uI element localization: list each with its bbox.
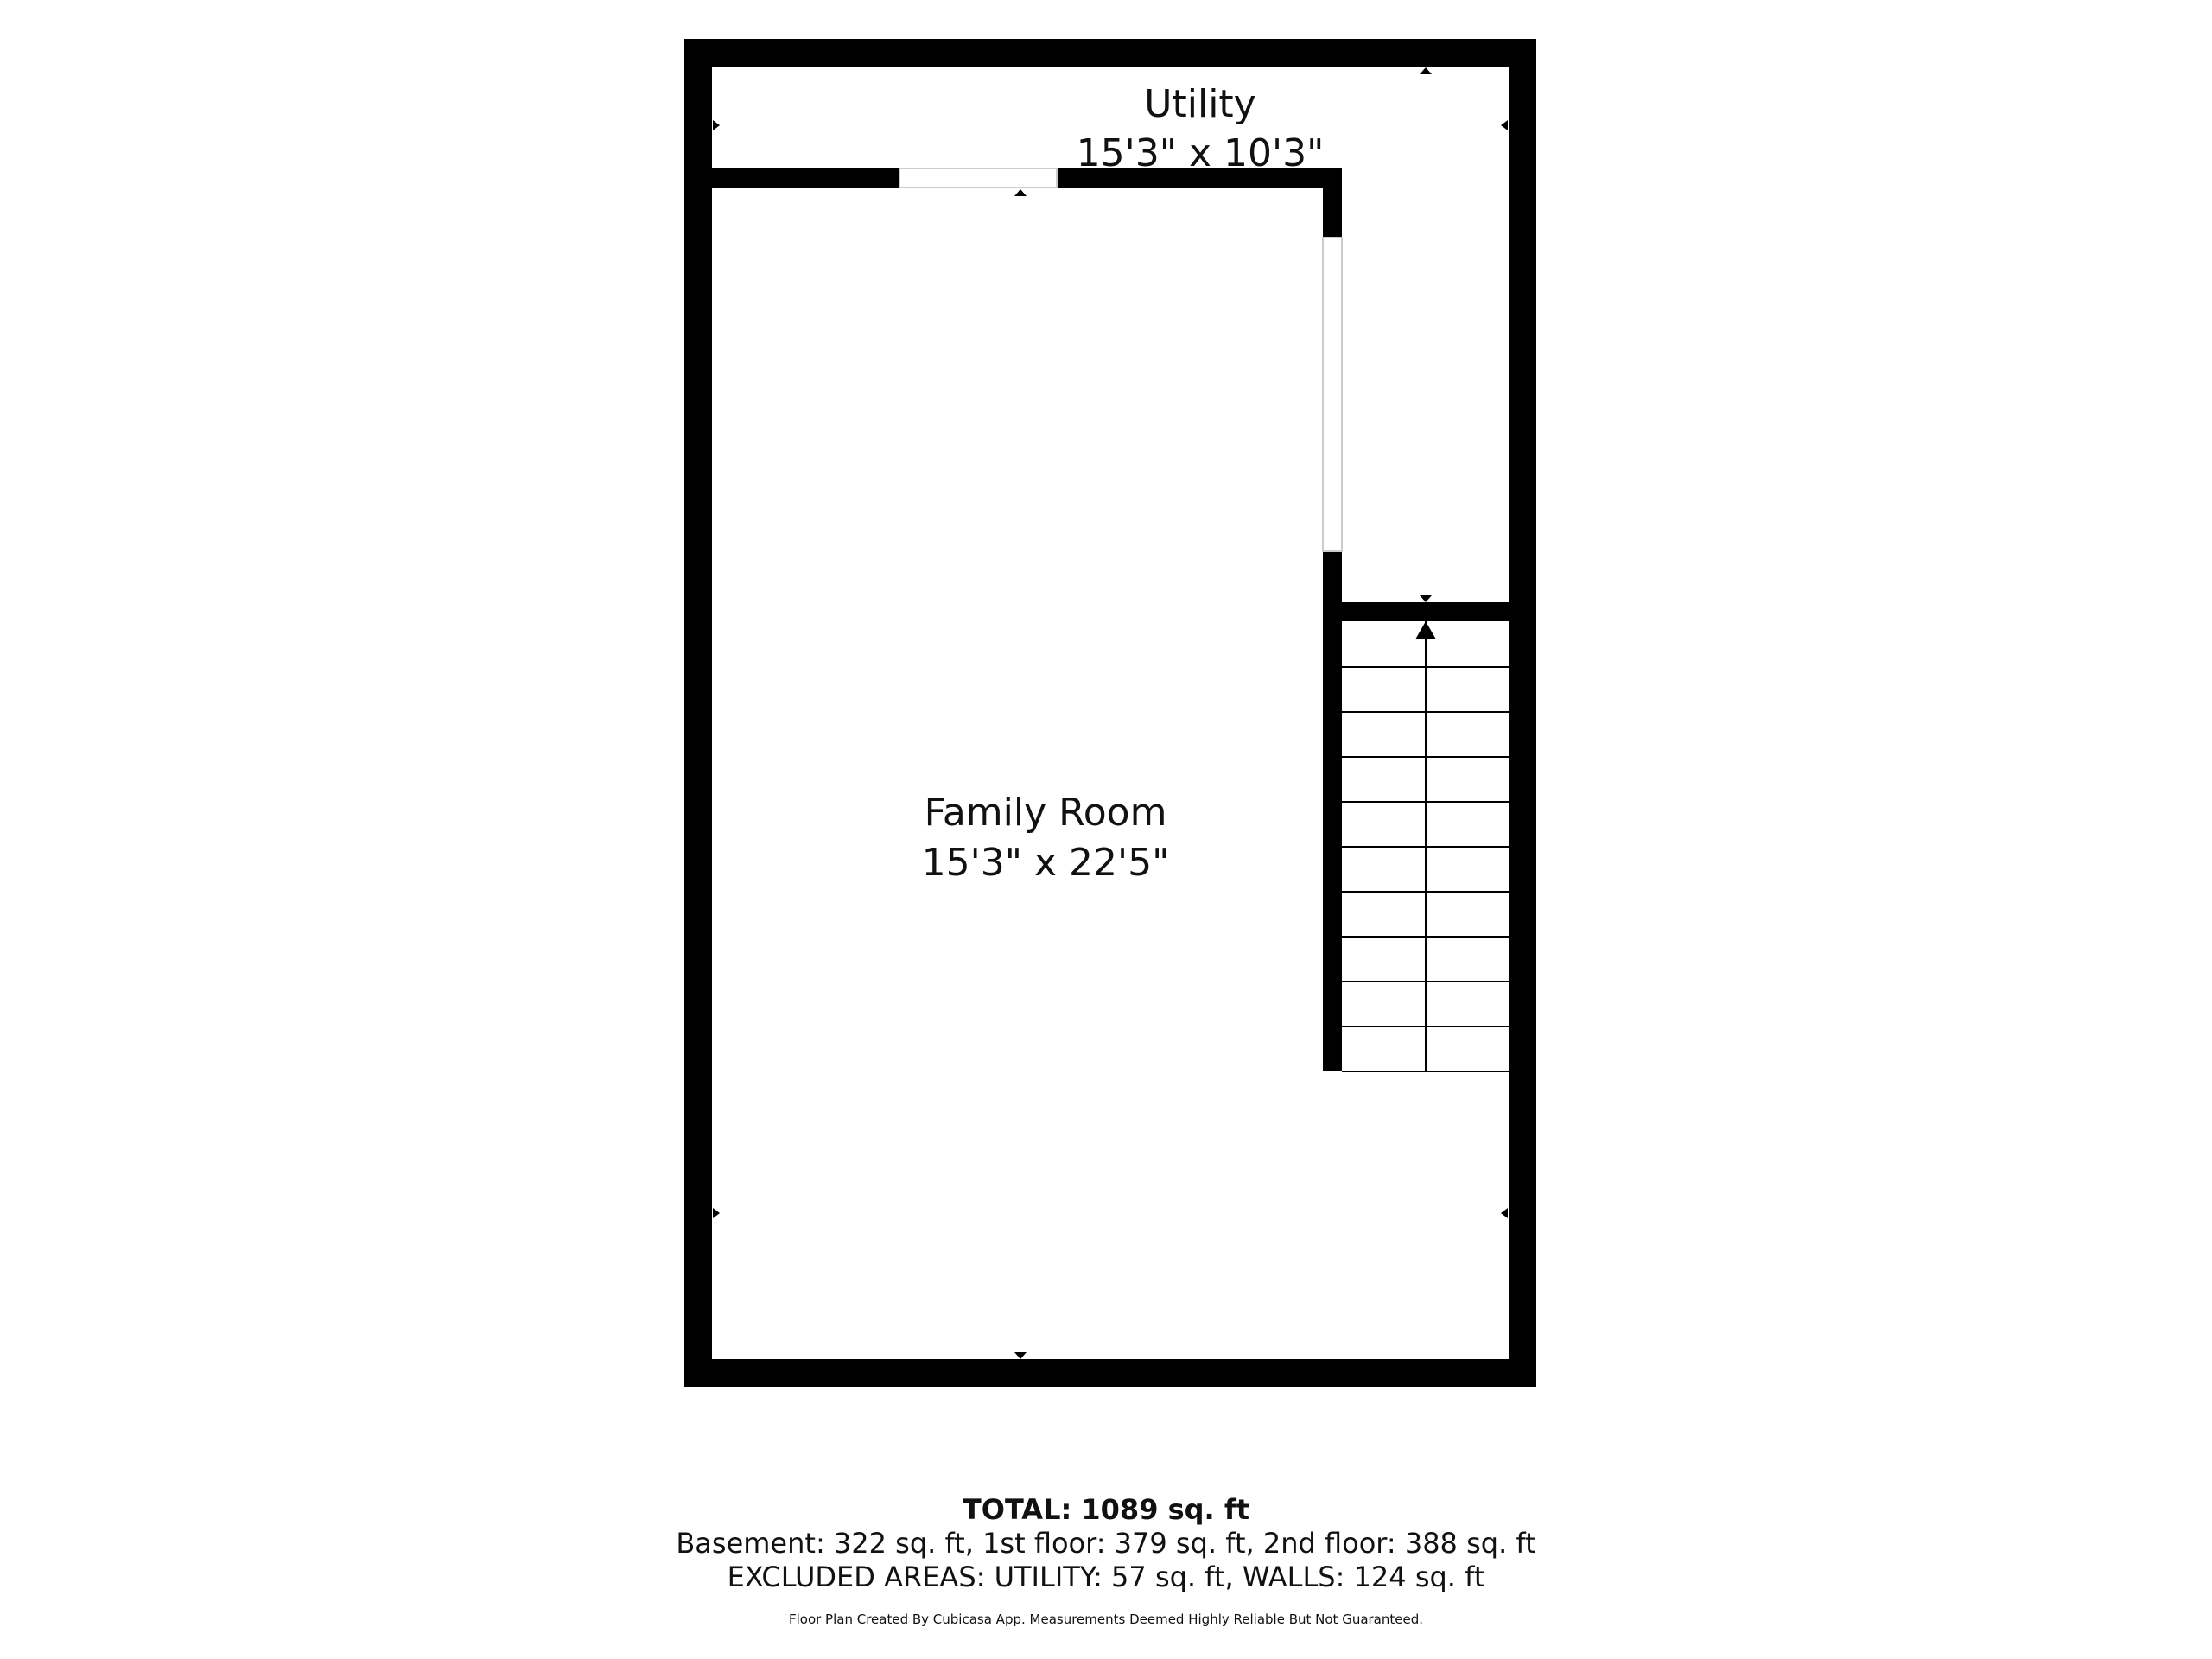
room-dims-family-room: 15'3" x 22'5" — [921, 841, 1170, 885]
outer-wall-right — [1509, 39, 1536, 1387]
room-name-utility: Utility — [1144, 82, 1256, 126]
staircase — [1342, 621, 1509, 1071]
marker-arrow — [713, 120, 720, 130]
room-name-family-room: Family Room — [924, 791, 1167, 835]
marker-arrow — [1501, 1208, 1508, 1218]
outer-wall-left — [684, 39, 712, 1387]
floor-areas: Basement: 322 sq. ft, 1st floor: 379 sq. ft, 2nd floor: 388 sq. ft — [676, 1527, 1536, 1560]
outer-wall-top — [684, 39, 1536, 67]
area-summary — [0, 1493, 2212, 1627]
marker-arrow — [1420, 67, 1432, 74]
doorway-family-utility — [899, 168, 1057, 188]
stair-wall-left — [1323, 602, 1342, 1071]
opening-utility-side — [1323, 238, 1342, 551]
stair-direction-arrow — [1415, 621, 1436, 639]
utility-wall-left-segment — [712, 168, 899, 188]
stair-wall-top — [1323, 602, 1509, 621]
utility-wall-vertical-upper — [1323, 168, 1342, 238]
total-area: TOTAL: 1089 sq. ft — [962, 1493, 1250, 1526]
credit-note: Floor Plan Created By Cubicasa App. Measurements Deemed Highly Reliable But Not Guaranteed. — [788, 1611, 1424, 1627]
outer-wall-bottom — [684, 1359, 1536, 1387]
excluded-areas: EXCLUDED AREAS: UTILITY: 57 sq. ft, WALLS: 124 sq. ft — [727, 1560, 1485, 1593]
openings — [899, 168, 1342, 551]
marker-arrow — [1014, 189, 1027, 196]
dimension-markers — [713, 67, 1508, 1359]
marker-arrow — [1420, 595, 1432, 602]
marker-arrow — [1501, 120, 1508, 130]
room-dims-utility: 15'3" x 10'3" — [1076, 131, 1325, 175]
marker-arrow — [713, 1208, 720, 1218]
marker-arrow — [1014, 1352, 1027, 1359]
